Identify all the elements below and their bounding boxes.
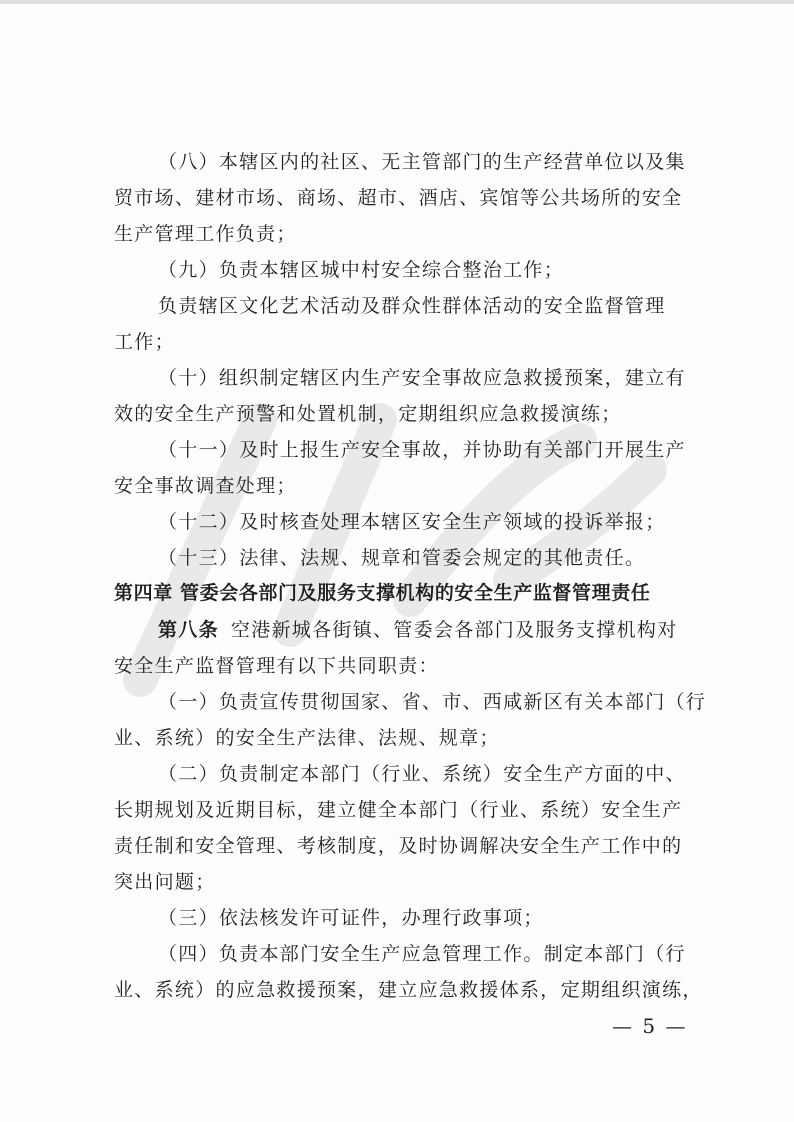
paragraph-line: （十）组织制定辖区内生产安全事故应急救援预案，建立有 — [158, 367, 686, 389]
paragraph-line: 效的安全生产预警和处置机制，定期组织应急救援演练； — [114, 403, 622, 425]
paragraph-line: （十一）及时上报生产安全事故，并协助有关部门开展生产 — [158, 439, 686, 461]
paragraph-line: （三）依法核发许可证件，办理行政事项； — [158, 907, 544, 929]
paragraph-line: 安全事故调查处理； — [114, 475, 297, 497]
paragraph-line: 突出问题； — [114, 871, 216, 893]
paragraph-line: （四）负责本部门安全生产应急管理工作。制定本部门（行 — [158, 943, 686, 965]
article-text: 空港新城各街镇、管委会各部门及服务支撑机构对 — [230, 619, 678, 641]
paragraph-line: （十二）及时核查处理本辖区安全生产领域的投诉举报； — [158, 511, 666, 533]
scan-edge — [0, 0, 794, 4]
paragraph-line: （十三）法律、法规、规章和管委会规定的其他责任。 — [158, 547, 646, 569]
paragraph-line: 工作； — [114, 331, 175, 353]
page-number: — 5 — — [612, 1014, 688, 1038]
paragraph-line: 业、系统）的安全生产法律、法规、规章； — [114, 727, 500, 749]
paragraph-line: 生产管理工作负责； — [114, 223, 297, 245]
watermark-logo — [110, 380, 670, 700]
paragraph-line: （二）负责制定本部门（行业、系统）安全生产方面的中、 — [158, 763, 686, 785]
paragraph-line: 贸市场、建材市场、商场、超市、酒店、宾馆等公共场所的安全 — [114, 187, 683, 209]
paragraph-line: 负责辖区文化艺术活动及群众性群体活动的安全监督管理 — [158, 295, 666, 317]
article-label: 第八条 — [158, 619, 219, 641]
paragraph-line: （一）负责宣传贯彻国家、省、市、西咸新区有关本部门（行 — [158, 691, 707, 713]
paragraph-line: 业、系统）的应急救援预案，建立应急救援体系，定期组织演练， — [114, 979, 703, 1001]
chapter-heading: 第四章 管委会各部门及服务支撑机构的安全生产监督管理责任 — [114, 582, 651, 604]
paragraph-line: （九）负责本辖区城中村安全综合整治工作； — [158, 259, 565, 281]
paragraph-line: 长期规划及近期目标，建立健全本部门（行业、系统）安全生产 — [114, 799, 683, 821]
article-line — [158, 621, 748, 640]
paragraph-line: 责任制和安全管理、考核制度，及时协调解决安全生产工作中的 — [114, 835, 683, 857]
paragraph-line: （八）本辖区内的社区、无主管部门的生产经营单位以及集 — [158, 151, 686, 173]
paragraph-line: 安全生产监督管理有以下共同职责： — [114, 655, 439, 677]
